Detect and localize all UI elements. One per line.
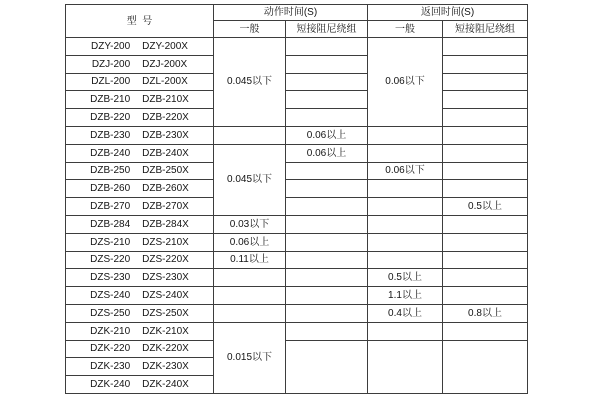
table-row	[66, 215, 528, 233]
spec-table-header	[66, 5, 528, 38]
model-name-x: DZB-270X	[142, 201, 189, 213]
model-pair	[66, 183, 213, 194]
return-damped-winding-cell	[443, 233, 528, 251]
model-cell	[66, 269, 214, 287]
action-damped-winding-cell	[286, 233, 368, 251]
table-row	[66, 73, 528, 91]
model-name-x: DZK-240X	[142, 379, 189, 391]
action-general-cell	[214, 287, 286, 305]
model-pair	[66, 41, 213, 52]
model-name: DZB-270	[90, 201, 131, 213]
action-damped-winding-cell	[286, 304, 368, 322]
action-damped-winding-cell	[286, 180, 368, 198]
return-general-cell	[368, 322, 443, 340]
model-pair	[66, 326, 213, 337]
return-general-cell: 0.06以下	[368, 162, 443, 180]
action-damped-winding-cell	[286, 287, 368, 305]
action-damped-winding-cell	[286, 73, 368, 91]
model-cell	[66, 287, 214, 305]
return-damped-winding-cell	[443, 73, 528, 91]
model-name: DZK-220	[90, 343, 131, 355]
model-pair	[66, 290, 213, 301]
action-general-cell	[214, 269, 286, 287]
action-damped-winding-cell	[286, 340, 368, 393]
model-cell	[66, 55, 214, 73]
action-general-cell: 0.11以上	[214, 251, 286, 269]
model-name: DZB-250	[90, 165, 131, 177]
action-general-cell: 0.045以下	[214, 144, 286, 215]
model-name-x: DZY-200X	[142, 40, 188, 52]
model-name-x: DZS-250X	[142, 307, 189, 319]
table-row	[66, 144, 528, 162]
action-damped-winding-cell	[286, 91, 368, 109]
table-row	[66, 269, 528, 287]
model-name-x: DZS-240X	[142, 290, 189, 302]
model-name-x: DZK-220X	[142, 343, 189, 355]
model-cell	[66, 233, 214, 251]
model-name: DZB-220	[90, 112, 131, 124]
model-pair	[66, 272, 213, 283]
model-cell	[66, 73, 214, 91]
model-pair	[66, 76, 213, 87]
table-row	[66, 340, 528, 358]
return-general-cell: 0.06以下	[368, 38, 443, 127]
model-cell	[66, 251, 214, 269]
model-cell	[66, 304, 214, 322]
return-damped-winding-cell: 0.5以上	[443, 198, 528, 216]
action-general-cell: 0.045以下	[214, 38, 286, 127]
return-damped-winding-cell	[443, 215, 528, 233]
table-row	[66, 38, 528, 56]
model-name: DZY-200	[91, 40, 131, 52]
model-name: DZB-284	[90, 218, 131, 230]
header-return-time: 返回时间(S)	[368, 5, 528, 21]
model-pair	[66, 219, 213, 230]
return-damped-winding-cell	[443, 91, 528, 109]
return-damped-winding-cell	[443, 55, 528, 73]
model-name-x: DZB-210X	[142, 94, 189, 106]
model-cell	[66, 162, 214, 180]
header-action-time: 动作时间(S)	[214, 5, 368, 21]
action-general-cell	[214, 304, 286, 322]
model-name: DZB-230	[90, 129, 131, 141]
model-pair	[66, 112, 213, 123]
return-damped-winding-cell	[443, 162, 528, 180]
return-general-cell	[368, 198, 443, 216]
return-general-cell	[368, 233, 443, 251]
model-name-x: DZB-260X	[142, 183, 189, 195]
model-cell	[66, 126, 214, 144]
return-general-cell: 0.5以上	[368, 269, 443, 287]
model-pair	[66, 361, 213, 372]
model-name: DZK-210	[90, 325, 131, 337]
model-pair	[66, 237, 213, 248]
action-damped-winding-cell	[286, 198, 368, 216]
model-cell	[66, 340, 214, 358]
header-action-damped-winding: 短接阻尼绕组	[286, 21, 368, 38]
model-name-x: DZK-210X	[142, 325, 189, 337]
return-damped-winding-cell	[443, 287, 528, 305]
model-name-x: DZB-230X	[142, 129, 189, 141]
return-damped-winding-cell	[443, 109, 528, 127]
return-damped-winding-cell	[443, 251, 528, 269]
table-row	[66, 180, 528, 198]
return-general-cell	[368, 251, 443, 269]
header-model: 型 号	[66, 5, 214, 38]
action-general-cell	[214, 126, 286, 144]
action-general-cell: 0.06以上	[214, 233, 286, 251]
table-row	[66, 109, 528, 127]
model-name: DZB-240	[90, 147, 131, 159]
model-name-x: DZJ-200X	[142, 58, 188, 70]
action-damped-winding-cell	[286, 162, 368, 180]
model-cell	[66, 180, 214, 198]
model-name: DZL-200	[91, 76, 131, 88]
return-general-cell	[368, 144, 443, 162]
spec-table	[65, 4, 528, 394]
model-cell	[66, 376, 214, 394]
model-name-x: DZB-284X	[142, 218, 189, 230]
model-name: DZS-230	[90, 272, 131, 284]
table-row	[66, 322, 528, 340]
model-pair	[66, 308, 213, 319]
model-name-x: DZK-230X	[142, 361, 189, 373]
model-cell	[66, 215, 214, 233]
action-damped-winding-cell	[286, 322, 368, 340]
model-cell	[66, 144, 214, 162]
return-damped-winding-cell	[443, 144, 528, 162]
model-name: DZS-250	[90, 307, 131, 319]
model-cell	[66, 38, 214, 56]
model-cell	[66, 198, 214, 216]
model-name: DZB-260	[90, 183, 131, 195]
model-name: DZK-240	[90, 379, 131, 391]
action-general-cell: 0.015以下	[214, 322, 286, 393]
model-cell	[66, 91, 214, 109]
model-name: DZJ-200	[91, 58, 131, 70]
model-cell	[66, 109, 214, 127]
action-damped-winding-cell	[286, 251, 368, 269]
return-general-cell	[368, 340, 443, 393]
table-row	[66, 233, 528, 251]
return-general-cell	[368, 126, 443, 144]
model-name: DZK-230	[90, 361, 131, 373]
action-damped-winding-cell	[286, 38, 368, 56]
model-pair	[66, 94, 213, 105]
table-row	[66, 126, 528, 144]
model-name: DZB-210	[90, 94, 131, 106]
model-pair	[66, 148, 213, 159]
action-damped-winding-cell	[286, 109, 368, 127]
return-damped-winding-cell	[443, 340, 528, 393]
table-row	[66, 91, 528, 109]
model-cell	[66, 322, 214, 340]
return-damped-winding-cell	[443, 38, 528, 56]
model-name: DZS-210	[90, 236, 131, 248]
table-row	[66, 287, 528, 305]
header-return-general: 一般	[368, 21, 443, 38]
return-damped-winding-cell	[443, 180, 528, 198]
return-damped-winding-cell	[443, 269, 528, 287]
return-damped-winding-cell	[443, 322, 528, 340]
table-row	[66, 251, 528, 269]
action-damped-winding-cell: 0.06以上	[286, 126, 368, 144]
model-name-x: DZB-240X	[142, 147, 189, 159]
model-name: DZS-220	[90, 254, 131, 266]
action-damped-winding-cell	[286, 269, 368, 287]
return-general-cell: 1.1以上	[368, 287, 443, 305]
return-damped-winding-cell: 0.8以上	[443, 304, 528, 322]
return-general-cell	[368, 215, 443, 233]
model-pair	[66, 201, 213, 212]
model-name-x: DZS-210X	[142, 236, 189, 248]
model-pair	[66, 130, 213, 141]
spec-table-body	[66, 38, 528, 394]
action-damped-winding-cell: 0.06以上	[286, 144, 368, 162]
return-general-cell	[368, 180, 443, 198]
model-cell	[66, 358, 214, 376]
model-name-x: DZB-250X	[142, 165, 189, 177]
model-name-x: DZL-200X	[142, 76, 188, 88]
model-name-x: DZS-220X	[142, 254, 189, 266]
table-row	[66, 162, 528, 180]
model-pair	[66, 343, 213, 354]
model-name-x: DZS-230X	[142, 272, 189, 284]
model-name-x: DZB-220X	[142, 112, 189, 124]
header-return-damped-winding: 短接阻尼绕组	[443, 21, 528, 38]
model-pair	[66, 165, 213, 176]
table-row	[66, 198, 528, 216]
return-general-cell: 0.4以上	[368, 304, 443, 322]
action-damped-winding-cell	[286, 55, 368, 73]
table-row	[66, 304, 528, 322]
table-row	[66, 55, 528, 73]
model-pair	[66, 59, 213, 70]
action-damped-winding-cell	[286, 215, 368, 233]
action-general-cell: 0.03以下	[214, 215, 286, 233]
model-name: DZS-240	[90, 290, 131, 302]
model-pair	[66, 254, 213, 265]
header-action-general: 一般	[214, 21, 286, 38]
model-pair	[66, 379, 213, 390]
return-damped-winding-cell	[443, 126, 528, 144]
